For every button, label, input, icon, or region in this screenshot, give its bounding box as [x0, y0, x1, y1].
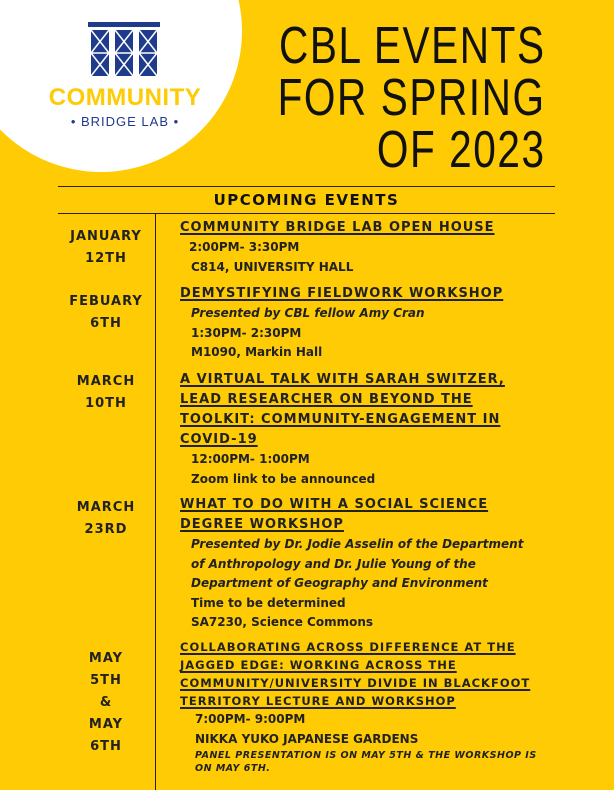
date-line: 23RD	[84, 522, 128, 537]
logo-subtitle: • BRIDGE LAB •	[70, 114, 180, 129]
date-line: 6TH	[90, 316, 122, 331]
event-location: C814, UNIVERSITY HALL	[191, 259, 354, 274]
event-date	[62, 371, 150, 415]
event-title: JAGGED EDGE: WORKING ACROSS THE	[180, 658, 457, 672]
title-line: FOR SPRING	[278, 69, 546, 127]
column-divider	[155, 214, 156, 790]
date-line: MARCH	[76, 374, 136, 389]
date-line: MARCH	[76, 500, 136, 515]
event-title: COMMUNITY/UNIVERSITY DIVIDE IN BLACKFOOT	[180, 676, 531, 690]
event-time: 7:00PM- 9:00PM	[195, 712, 306, 726]
event-title: DEGREE WORKSHOP	[180, 517, 344, 532]
event-location: Zoom link to be announced	[191, 471, 376, 486]
divider	[58, 213, 555, 214]
event-presenter: of Anthropology and Dr. Julie Young of the	[191, 556, 476, 571]
event-title: LEAD RESEARCHER ON BEYOND THE	[180, 392, 473, 407]
date-line: MAY	[88, 717, 124, 732]
event-time: Time to be determined	[191, 595, 346, 610]
event-presenter: Department of Geography and Environment	[191, 576, 488, 590]
logo-name: COMMUNITY	[48, 84, 202, 111]
event-item	[180, 370, 550, 489]
event-location: SA7230, Science Commons	[191, 615, 374, 629]
event-note: PANEL PRESENTATION IS ON MAY 5TH & THE WORKSHOP IS	[195, 750, 537, 761]
event-title: A VIRTUAL TALK WITH SARAH SWITZER,	[180, 372, 505, 387]
date-line: &	[99, 695, 113, 710]
event-item	[180, 218, 550, 277]
date-line: 6TH	[90, 739, 122, 754]
title-line: OF 2023	[377, 121, 546, 179]
event-title: TERRITORY LECTURE AND WORKSHOP	[180, 694, 456, 708]
date-line: 5TH	[90, 673, 122, 688]
event-date	[62, 226, 150, 270]
event-title: TOOLKIT: COMMUNITY-ENGAGEMENT IN	[180, 412, 501, 427]
section-heading: UPCOMING EVENTS	[213, 191, 400, 209]
event-presenter: Presented by Dr. Jodie Asselin of the Department	[191, 537, 524, 551]
date-line: 10TH	[85, 396, 127, 411]
event-time: 2:00PM- 3:30PM	[189, 240, 300, 254]
event-date	[62, 497, 150, 541]
event-title: COMMUNITY BRIDGE LAB OPEN HOUSE	[180, 220, 495, 235]
event-title: COLLABORATING ACROSS DIFFERENCE AT THE	[180, 640, 516, 654]
event-location: NIKKA YUKO JAPANESE GARDENS	[195, 731, 419, 746]
event-title: COVID-19	[180, 432, 258, 447]
date-line: JANUARY	[70, 229, 142, 244]
page-title	[278, 17, 546, 179]
bridge-lab-logo-icon	[88, 22, 160, 78]
event-time: 1:30PM- 2:30PM	[191, 325, 302, 340]
event-date	[62, 648, 150, 758]
date-line: MAY	[88, 651, 124, 666]
event-item	[180, 284, 550, 363]
event-date	[62, 291, 150, 335]
date-line: FEBUARY	[69, 294, 143, 309]
event-title: WHAT TO DO WITH A SOCIAL SCIENCE	[180, 497, 489, 512]
event-presenter: Presented by CBL fellow Amy Cran	[191, 306, 425, 320]
event-note: ON MAY 6TH.	[195, 763, 271, 774]
divider	[58, 186, 555, 187]
event-title: DEMYSTIFYING FIELDWORK WORKSHOP	[180, 286, 504, 301]
event-item	[180, 495, 550, 633]
title-line: CBL EVENTS	[279, 17, 546, 75]
event-location: M1090, Markin Hall	[191, 345, 323, 359]
event-item	[180, 638, 550, 775]
date-line: 12TH	[85, 251, 127, 266]
event-time: 12:00PM- 1:00PM	[191, 452, 310, 466]
